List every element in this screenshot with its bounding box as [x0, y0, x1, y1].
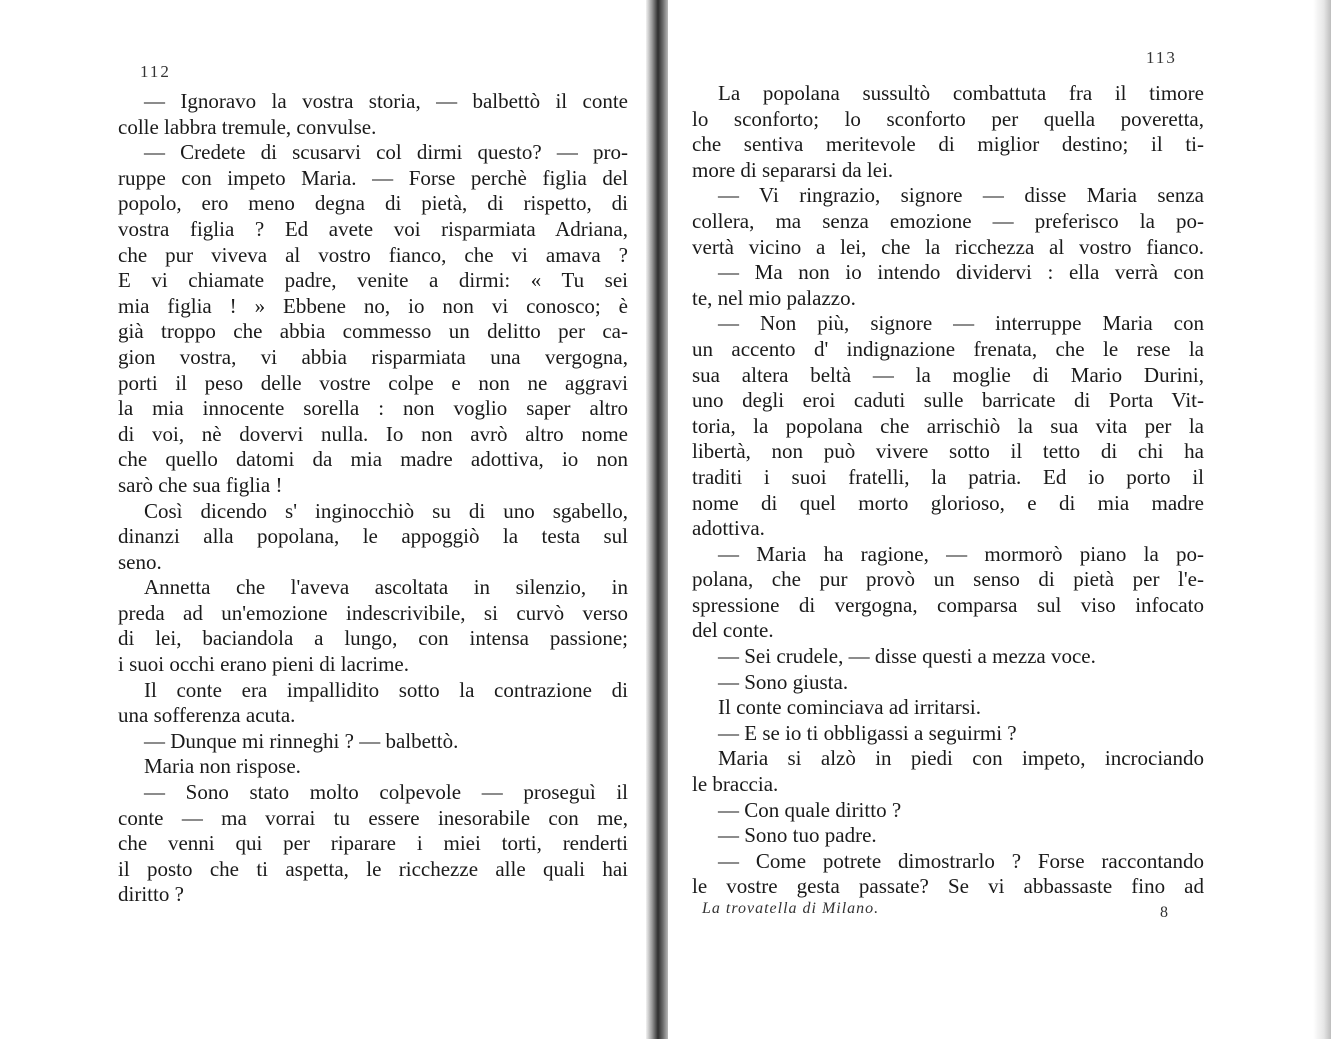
text-line: una sofferenza acuta.: [118, 703, 296, 728]
text-line: la mia innocente sorella : non voglio saper altro: [118, 396, 628, 421]
text-line: vostra figlia ? Ed avete voi risparmiata Adriana,: [118, 216, 628, 241]
text-line: che venni qui per riparare i miei torti, renderti: [118, 831, 628, 856]
text-line: traditi i suoi fratelli, la patria. Ed io porto il: [692, 464, 1204, 489]
signature-mark: 8: [1160, 904, 1168, 921]
text-line: mia figlia ! » Ebbene no, io non vi conosco; è: [118, 293, 628, 318]
text-line: già troppo che abbia commesso un delitto per ca-: [118, 319, 628, 344]
text-line: un accento d' indignazione frenata, che le rese la: [692, 336, 1204, 361]
text-line: polana, che pur provò un senso di pietà per l'e-: [692, 567, 1204, 592]
text-line: sua altera beltà — la moglie di Mario Durini,: [692, 362, 1204, 387]
text-line: le braccia.: [692, 772, 779, 797]
text-line: — Sono stato molto colpevole — proseguì il: [144, 780, 628, 805]
text-line: del conte.: [692, 618, 774, 643]
text-line: — Ignoravo la vostra storia, — balbettò il conte: [144, 89, 628, 113]
running-footer-title: La trovatella di Milano.: [702, 900, 880, 917]
text-line: Annetta che l'aveva ascoltata in silenzio, in: [144, 575, 628, 600]
text-line: Maria non rispose.: [144, 754, 301, 779]
text-line: le vostre gesta passate? Se vi abbassaste fino ad: [692, 874, 1204, 899]
text-line: — Dunque mi rinneghi ? — balbettò.: [144, 728, 459, 753]
page-footer: [702, 900, 1202, 926]
page-edge-shadow: [1313, 0, 1331, 1039]
text-line: Il conte cominciava ad irritarsi.: [718, 695, 981, 720]
text-line: — Sono giusta.: [718, 669, 849, 694]
text-line: i suoi occhi erano pieni di lacrime.: [118, 652, 409, 677]
text-line: La popolana sussultò combattuta fra il timore: [718, 81, 1204, 105]
text-line: colle labbra tremule, convulse.: [118, 114, 377, 139]
text-line: di lei, baciandola a lungo, con intensa passione;: [118, 626, 628, 651]
text-line: sarò che sua figlia !: [118, 472, 283, 497]
text-line: toria, la popolana che arrischiò la sua vita per la: [692, 413, 1204, 438]
text-line: porti il peso delle vostre colpe e non ne aggravi: [118, 370, 628, 395]
text-line: Maria si alzò in piedi con impeto, incrociando: [718, 746, 1204, 771]
text-line: — E se io ti obbligassi a seguirmi ?: [718, 720, 1017, 745]
text-line: — Ma non io intendo dividervi : ella verrà con: [718, 260, 1204, 285]
book-gutter: [646, 0, 670, 1039]
text-line: seno.: [118, 549, 162, 574]
text-line: E vi chiamate padre, venite a dirmi: « Tu sei: [118, 268, 628, 293]
text-line: — Come potrete dimostrarlo ? Forse raccontando: [718, 848, 1204, 873]
text-line: dinanzi alla popolana, le appoggiò la testa sul: [118, 524, 628, 549]
text-line: preda ad un'emozione indescrivibile, si curvò verso: [118, 600, 628, 625]
text-line: — Sono tuo padre.: [718, 823, 877, 848]
text-line: — Con quale diritto ?: [718, 797, 902, 822]
left-page-text: [118, 89, 628, 908]
left-page: [0, 0, 650, 1039]
text-line: more di separarsi da lei.: [692, 157, 894, 182]
text-line: adottiva.: [692, 516, 765, 541]
page-number-right: 113: [1146, 48, 1177, 67]
text-line: spressione di vergogna, comparsa sul viso infocato: [692, 592, 1204, 617]
text-line: di voi, nè dovervi nulla. Io non avrò altro nome: [118, 421, 628, 446]
text-line: lo sconforto; lo sconforto per quella poveretta,: [692, 106, 1204, 131]
text-line: gion vostra, vi abbia risparmiata una vergogna,: [118, 344, 628, 369]
text-line: uno degli eroi caduti sulle barricate di Porta Vit-: [692, 388, 1204, 413]
text-line: — Vi ringrazio, signore — disse Maria senza: [718, 183, 1204, 208]
text-line: libertà, non può vivere sotto il tetto di chi ha: [692, 439, 1204, 464]
text-line: Così dicendo s' inginocchiò su di uno sgabello,: [144, 498, 628, 523]
text-line: — Credete di scusarvi col dirmi questo? — pro-: [144, 140, 628, 165]
right-page: [668, 0, 1331, 1039]
text-line: nome di quel morto glorioso, e di mia madre: [692, 490, 1204, 515]
text-line: te, nel mio palazzo.: [692, 285, 856, 310]
text-line: diritto ?: [118, 882, 184, 907]
text-line: Il conte era impallidito sotto la contrazione di: [144, 677, 628, 702]
text-line: popolo, ero meno degna di pietà, di rispetto, di: [118, 191, 628, 216]
text-line: che pur viveva al vostro fianco, che vi amava ?: [118, 242, 628, 267]
page-number-left: 112: [140, 62, 171, 81]
text-line: ruppe con impeto Maria. — Forse perchè figlia del: [118, 165, 628, 190]
text-line: che sentiva meritevole di miglior destino; il ti-: [692, 132, 1204, 157]
right-page-text: [692, 81, 1204, 900]
text-line: che quello datomi da mia madre adottiva, io non: [118, 447, 628, 472]
text-line: — Maria ha ragione, — mormorò piano la po-: [718, 541, 1204, 566]
text-line: — Sei crudele, — disse questi a mezza voce.: [718, 644, 1096, 669]
text-line: collera, ma senza emozione — preferisco la po-: [692, 208, 1204, 233]
text-line: il posto che ti aspetta, le ricchezze alle quali hai: [118, 856, 628, 881]
text-line: conte — ma vorrai tu essere inesorabile con me,: [118, 805, 628, 830]
text-line: — Non più, signore — interruppe Maria con: [718, 311, 1204, 336]
text-line: vertà vicino a lei, che la ricchezza al vostro fianco.: [692, 234, 1204, 259]
